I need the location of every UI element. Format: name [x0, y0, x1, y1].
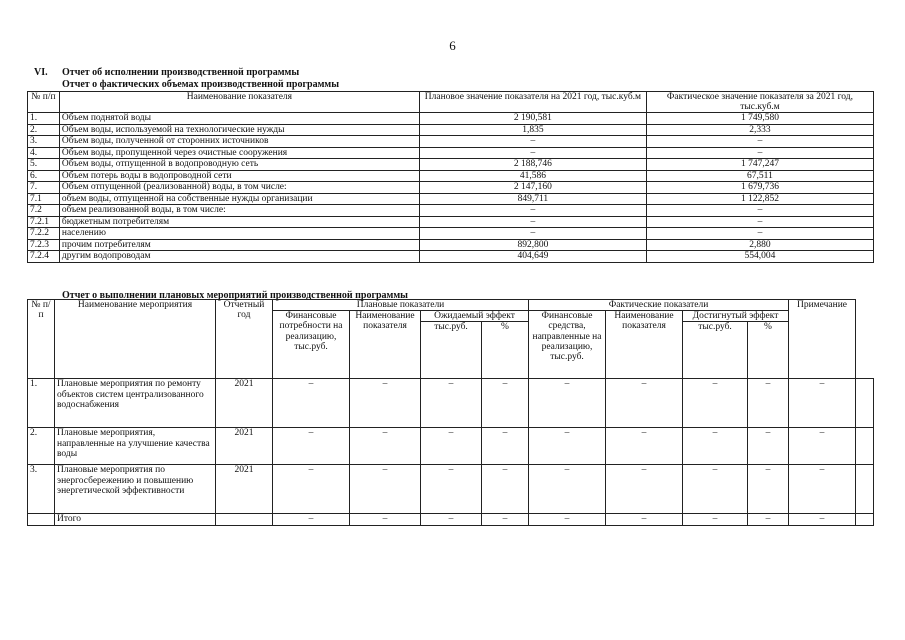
- table-header-row: [28, 92, 874, 113]
- row-value: –: [350, 379, 421, 428]
- row-num: 7.2: [28, 205, 60, 217]
- col-header-fact-effect: Достигнутый эффект: [683, 311, 789, 322]
- row-name: Объем воды, пропущенной через очистные сооружения: [59, 147, 419, 159]
- row-name: Объем воды, отпущенной в водопроводную сеть: [59, 159, 419, 171]
- row-fact-value: 1 749,580: [646, 113, 873, 125]
- row-year: 2021: [216, 379, 273, 428]
- row-value: –: [683, 465, 748, 514]
- row-plan-value: 1,835: [419, 124, 646, 136]
- row-value: –: [529, 379, 606, 428]
- row-num: 7.2.2: [28, 228, 60, 240]
- table-row: [28, 251, 874, 263]
- col-header-num: № п/п: [28, 92, 60, 113]
- row-year: 2021: [216, 465, 273, 514]
- table-row: [28, 113, 874, 125]
- row-value: –: [789, 428, 856, 465]
- row-note: [856, 379, 874, 428]
- table-row: [28, 170, 874, 182]
- table-row: [28, 379, 874, 428]
- row-note: [856, 514, 874, 525]
- row-measure-name: Плановые мероприятия, направленные на улучшение качества воды: [55, 428, 216, 465]
- row-num: 1.: [28, 379, 55, 428]
- col-header-fact-finance: Финансовые средства, направленные на реализацию, тыс.руб.: [529, 311, 606, 379]
- row-value: –: [683, 428, 748, 465]
- table-row: [28, 465, 874, 514]
- row-note: [856, 465, 874, 514]
- row-num: 2.: [28, 428, 55, 465]
- row-num: 2.: [28, 124, 60, 136]
- row-name: объем реализованной воды, в том числе:: [59, 205, 419, 217]
- row-value: –: [606, 514, 683, 525]
- col-header-plan-finance: Финансовые потребности на реализацию, тыс.руб.: [273, 311, 350, 379]
- col-header-note: Примечание: [789, 300, 856, 379]
- row-fact-value: 67,511: [646, 170, 873, 182]
- row-value: –: [789, 514, 856, 525]
- row-plan-value: –: [419, 216, 646, 228]
- measures-table: [27, 299, 874, 526]
- col-header-plan-effect: Ожидаемый эффект: [421, 311, 529, 322]
- row-num: 7.: [28, 182, 60, 194]
- row-value: –: [683, 379, 748, 428]
- section-number: VI.: [34, 67, 48, 78]
- row-fact-value: 1 122,852: [646, 193, 873, 205]
- table-row: [28, 428, 874, 465]
- row-plan-value: –: [419, 147, 646, 159]
- col-header-plan-rub: тыс.руб.: [421, 322, 482, 379]
- row-value: –: [748, 514, 789, 525]
- row-value: –: [748, 379, 789, 428]
- table-row: [28, 124, 874, 136]
- col-group-fact: Фактические показатели: [529, 300, 789, 311]
- table-row: [28, 193, 874, 205]
- row-num: 7.2.1: [28, 216, 60, 228]
- production-volumes-table: [27, 91, 874, 263]
- row-value: –: [606, 428, 683, 465]
- row-fact-value: 2,333: [646, 124, 873, 136]
- row-value: –: [421, 514, 482, 525]
- table-row: [28, 216, 874, 228]
- row-value: –: [606, 379, 683, 428]
- row-value: –: [273, 379, 350, 428]
- row-plan-value: –: [419, 205, 646, 217]
- row-plan-value: 849,711: [419, 193, 646, 205]
- row-value: –: [748, 465, 789, 514]
- row-value: –: [748, 428, 789, 465]
- row-fact-value: –: [646, 136, 873, 148]
- row-value: –: [421, 465, 482, 514]
- row-plan-value: –: [419, 136, 646, 148]
- row-year: 2021: [216, 428, 273, 465]
- col-header-fact-rub: тыс.руб.: [683, 322, 748, 379]
- row-value: –: [273, 514, 350, 525]
- row-value: –: [482, 514, 529, 525]
- row-value: –: [789, 379, 856, 428]
- row-plan-value: 2 190,581: [419, 113, 646, 125]
- row-plan-value: –: [419, 228, 646, 240]
- section-subtitle: Отчет о фактических объемах производственной программы: [62, 79, 339, 90]
- row-name: Объем воды, используемой на технологические нужды: [59, 124, 419, 136]
- row-measure-name: Плановые мероприятия по ремонту объектов систем централизованного водоснабжения: [55, 379, 216, 428]
- row-value: –: [350, 428, 421, 465]
- row-name: Объем отпущенной (реализованной) воды, в том числе:: [59, 182, 419, 194]
- col-header-year: Отчетный год: [216, 300, 273, 379]
- row-value: –: [421, 379, 482, 428]
- row-plan-value: 2 188,746: [419, 159, 646, 171]
- row-fact-value: –: [646, 228, 873, 240]
- row-num: 7.1: [28, 193, 60, 205]
- row-value: –: [350, 465, 421, 514]
- row-fact-value: 554,004: [646, 251, 873, 263]
- row-value: –: [273, 428, 350, 465]
- table-row: [28, 514, 874, 525]
- row-name: Объем потерь воды в водопроводной сети: [59, 170, 419, 182]
- row-value: –: [482, 379, 529, 428]
- table-row: [28, 182, 874, 194]
- section-heading: [34, 67, 299, 78]
- row-fact-value: 1 679,736: [646, 182, 873, 194]
- table-row: [28, 239, 874, 251]
- table-row: [28, 159, 874, 171]
- row-name: другим водопроводам: [59, 251, 419, 263]
- row-num: 1.: [28, 113, 60, 125]
- row-measure-name: Плановые мероприятия по энергосбережению и повышению энергетической эффективности: [55, 465, 216, 514]
- row-fact-value: 1 747,247: [646, 159, 873, 171]
- measures-table-title: Отчет о выполнении плановых мероприятий производственной программы: [62, 290, 408, 301]
- col-header-name: Наименование мероприятия: [55, 300, 216, 379]
- row-value: –: [350, 514, 421, 525]
- row-num: 3.: [28, 465, 55, 514]
- row-plan-value: 892,800: [419, 239, 646, 251]
- row-value: –: [482, 428, 529, 465]
- row-fact-value: 2,880: [646, 239, 873, 251]
- table-header-row: [28, 300, 874, 311]
- row-plan-value: 404,649: [419, 251, 646, 263]
- col-header-name: Наименование показателя: [59, 92, 419, 113]
- row-note: [856, 428, 874, 465]
- page-number: 6: [449, 38, 456, 53]
- row-value: –: [421, 428, 482, 465]
- row-plan-value: 41,586: [419, 170, 646, 182]
- row-value: –: [529, 465, 606, 514]
- row-fact-value: –: [646, 147, 873, 159]
- col-header-plan-pct: %: [482, 322, 529, 379]
- row-num: 4.: [28, 147, 60, 159]
- section-title: Отчет об исполнении производственной программы: [62, 67, 300, 78]
- row-fact-value: –: [646, 205, 873, 217]
- col-group-plan: Плановые показатели: [273, 300, 529, 311]
- row-num: [28, 514, 55, 525]
- row-value: –: [529, 514, 606, 525]
- row-name: объем воды, отпущенной на собственные нужды организации: [59, 193, 419, 205]
- table-row: [28, 136, 874, 148]
- row-name: Объем поднятой воды: [59, 113, 419, 125]
- table-row: [28, 228, 874, 240]
- row-value: –: [789, 465, 856, 514]
- row-value: –: [482, 465, 529, 514]
- row-name: бюджетным потребителям: [59, 216, 419, 228]
- col-header-fact-pct: %: [748, 322, 789, 379]
- row-fact-value: –: [646, 216, 873, 228]
- table-row: [28, 147, 874, 159]
- row-num: 7.2.4: [28, 251, 60, 263]
- row-num: 3.: [28, 136, 60, 148]
- table-row: [28, 205, 874, 217]
- row-name: населению: [59, 228, 419, 240]
- row-value: –: [529, 428, 606, 465]
- col-header-num: № п/п: [28, 300, 55, 379]
- row-name: Объем воды, полученной от сторонних источников: [59, 136, 419, 148]
- row-plan-value: 2 147,160: [419, 182, 646, 194]
- row-value: –: [606, 465, 683, 514]
- col-header-plan: Плановое значение показателя на 2021 год, тыс.куб.м: [419, 92, 646, 113]
- row-measure-name: Итого: [55, 514, 216, 525]
- row-num: 6.: [28, 170, 60, 182]
- col-header-plan-indicator: Наименование показателя: [350, 311, 421, 379]
- row-year: [216, 514, 273, 525]
- row-value: –: [273, 465, 350, 514]
- row-num: 5.: [28, 159, 60, 171]
- row-value: –: [683, 514, 748, 525]
- row-num: 7.2.3: [28, 239, 60, 251]
- col-header-fact: Фактическое значение показателя за 2021 год, тыс.куб.м: [646, 92, 873, 113]
- row-name: прочим потребителям: [59, 239, 419, 251]
- col-header-fact-indicator: Наименование показателя: [606, 311, 683, 379]
